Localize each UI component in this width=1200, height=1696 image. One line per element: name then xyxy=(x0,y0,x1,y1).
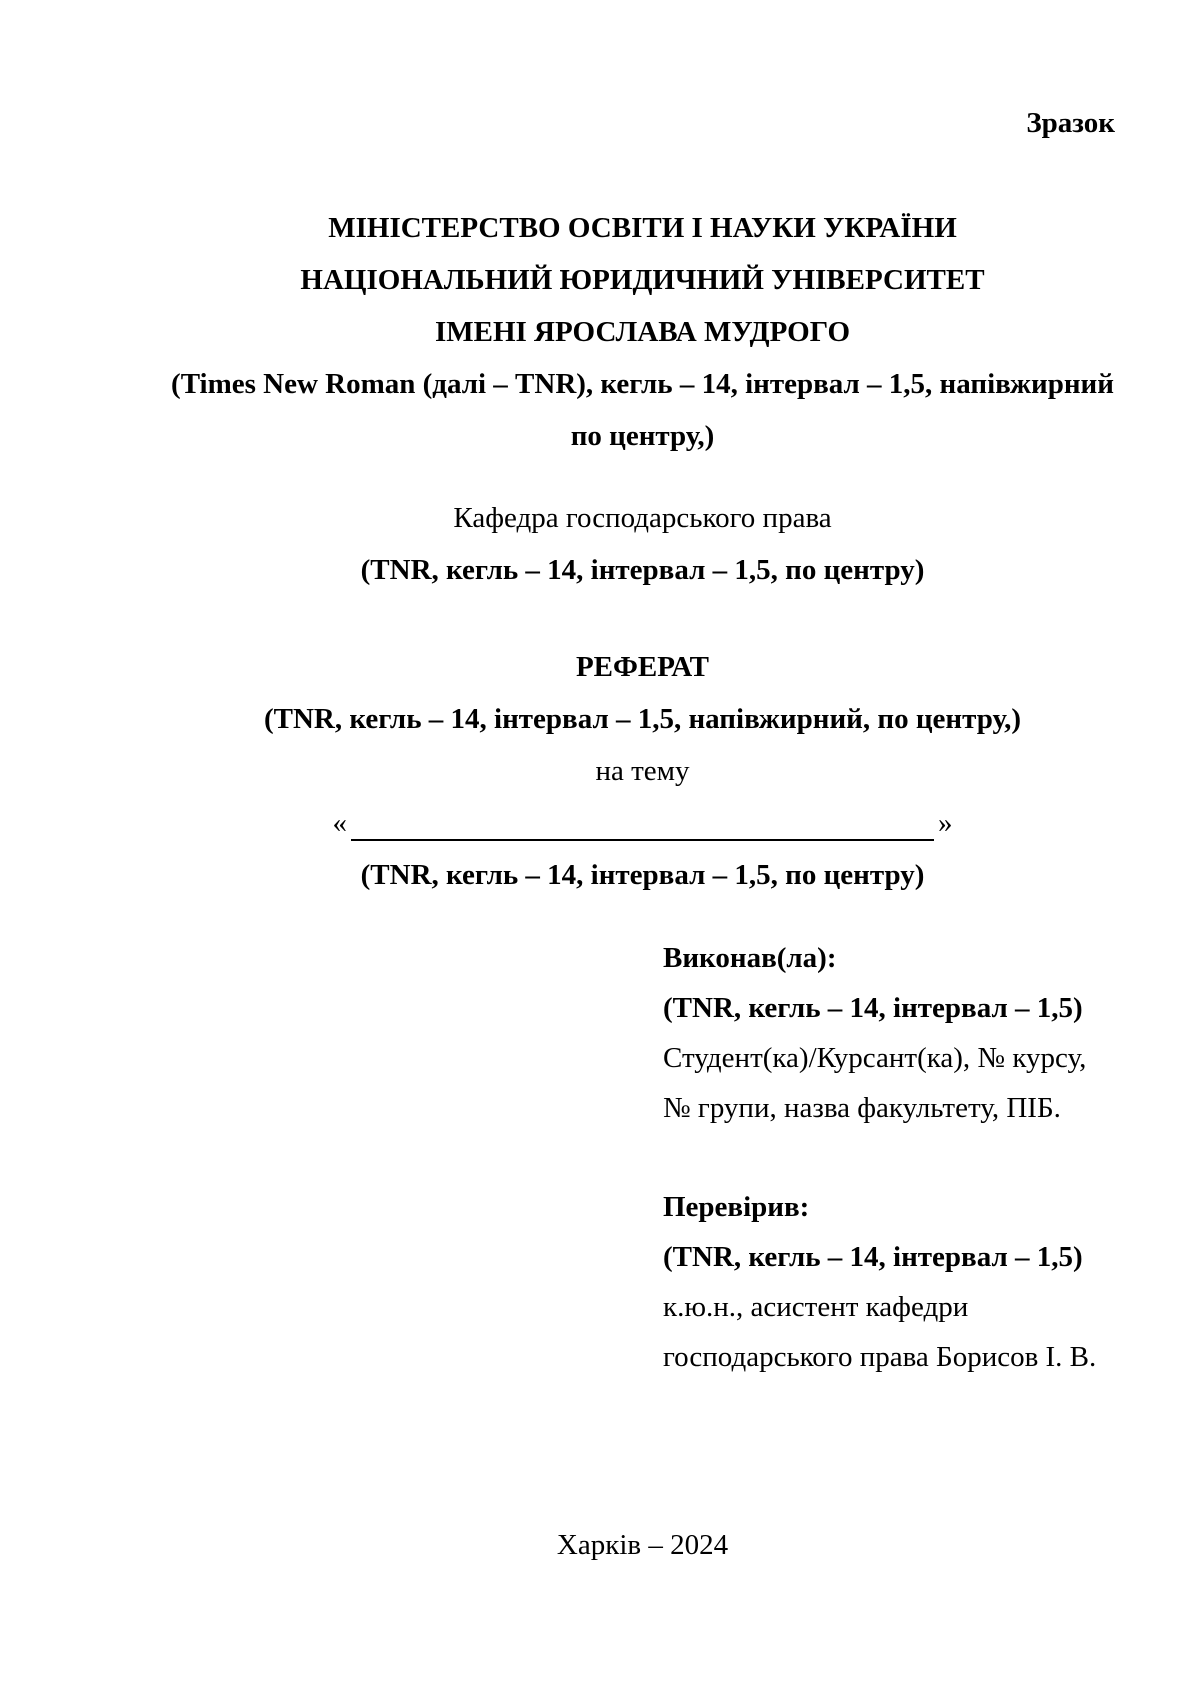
university-header xyxy=(170,202,1115,462)
open-quote-mark: « xyxy=(332,807,347,839)
reviewer-block xyxy=(663,1182,1096,1382)
reviewer-detail-line: к.ю.н., асистент кафедри xyxy=(663,1291,969,1323)
executor-heading: Виконав(ла): xyxy=(663,942,837,974)
header-format-note-line1: (Times New Roman (далі – TNR), кегль – 14, інтервал – 1,5, напівжирний xyxy=(171,368,1114,400)
topic-format-note: (TNR, кегль – 14, інтервал – 1,5, по центру) xyxy=(360,859,925,891)
executor-format-note: (TNR, кегль – 14, інтервал – 1,5) xyxy=(663,992,1083,1024)
footer-block xyxy=(170,1519,1115,1571)
sample-label: Зразок xyxy=(1026,107,1115,139)
topic-label: на тему xyxy=(595,755,690,787)
executor-block xyxy=(663,933,1086,1133)
close-quote-mark: » xyxy=(938,807,953,839)
department-block xyxy=(170,492,1115,596)
executor-detail-line: Студент(ка)/Курсант(ка), № курсу, xyxy=(663,1042,1087,1074)
ministry-line: МІНІСТЕРСТВО ОСВІТИ І НАУКИ УКРАЇНИ xyxy=(328,212,957,244)
university-line: НАЦІОНАЛЬНИЙ ЮРИДИЧНИЙ УНІВЕРСИТЕТ xyxy=(300,264,985,296)
title-format-note: (TNR, кегль – 14, інтервал – 1,5, напівжирний, по центру,) xyxy=(263,703,1021,735)
title-block xyxy=(170,641,1115,901)
reviewer-format-note: (TNR, кегль – 14, інтервал – 1,5) xyxy=(663,1241,1083,1273)
topic-line xyxy=(170,797,1115,849)
university-name-line: ІМЕНІ ЯРОСЛАВА МУДРОГО xyxy=(434,316,851,348)
department-format-note: (TNR, кегль – 14, інтервал – 1,5, по центру) xyxy=(360,554,925,586)
document-title: РЕФЕРАТ xyxy=(575,651,710,683)
footer-city-year: Харків – 2024 xyxy=(556,1529,729,1561)
executor-detail-line: № групи, назва факультету, ПІБ. xyxy=(663,1092,1061,1124)
topic-blank-underline xyxy=(351,819,934,841)
header-format-note-line2: по центру,) xyxy=(570,420,715,452)
department-name: Кафедра господарського права xyxy=(453,502,832,534)
reviewer-heading: Перевірив: xyxy=(663,1191,810,1223)
reviewer-detail-line: господарського права Борисов І. В. xyxy=(663,1341,1097,1373)
